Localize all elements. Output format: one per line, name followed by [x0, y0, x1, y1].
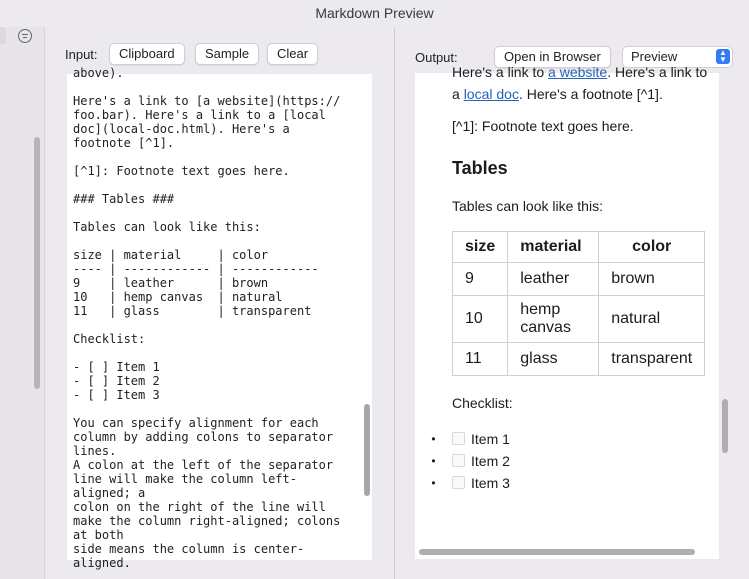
checkbox[interactable]: [452, 454, 465, 467]
sidebar: [0, 27, 45, 579]
checkbox[interactable]: [452, 432, 465, 445]
table-cell: 9: [453, 263, 508, 296]
input-pane: [45, 27, 394, 579]
sample-button[interactable]: Sample: [195, 43, 259, 65]
open-in-browser-button[interactable]: Open in Browser: [494, 46, 611, 68]
editor-scrollbar[interactable]: [364, 404, 370, 496]
output-label: Output:: [415, 50, 458, 65]
bullet-icon: •: [431, 432, 436, 446]
table-cell: brown: [599, 263, 705, 296]
table-header-cell: color: [599, 232, 705, 263]
table-row: [453, 263, 705, 296]
table-header-row: [453, 232, 705, 263]
filter-icon[interactable]: [18, 29, 32, 43]
html-preview[interactable]: [415, 64, 719, 559]
text-segment: Here's a link to: [452, 64, 549, 80]
table-row: [453, 343, 705, 376]
table-header-cell: material: [508, 232, 599, 263]
preview-content: [431, 61, 712, 494]
window-title: Markdown Preview: [315, 5, 434, 21]
table-cell: hemp canvas: [508, 296, 599, 343]
tables-intro: Tables can look like this:: [452, 198, 603, 214]
local-doc-link[interactable]: local doc: [463, 86, 519, 102]
output-pane: [395, 27, 749, 579]
chevron-updown-icon: ▲ ▼: [716, 49, 730, 64]
input-label: Input:: [65, 47, 98, 62]
material-table: [452, 231, 705, 376]
markdown-input-editor[interactable]: [67, 66, 372, 570]
bullet-icon: •: [431, 476, 436, 490]
list-item: [431, 450, 712, 472]
sidebar-search-field[interactable]: [0, 27, 6, 44]
table-cell: 11: [453, 343, 508, 376]
footnote-paragraph: [^1]: Footnote text goes here.: [452, 118, 634, 134]
preview-horizontal-scrollbar[interactable]: [419, 549, 695, 555]
list-item: [431, 428, 712, 450]
link-paragraph: [452, 61, 712, 105]
text-segment: . Here's a link to a: [452, 64, 708, 102]
checklist-label: Checklist:: [452, 395, 513, 411]
sidebar-scrollbar[interactable]: [34, 137, 40, 389]
table-cell: glass: [508, 343, 599, 376]
clear-button[interactable]: Clear: [267, 43, 318, 65]
tables-heading: Tables: [452, 158, 508, 178]
website-link[interactable]: a website: [548, 64, 608, 80]
table-row: [453, 296, 705, 343]
checklist-item-label: Item 3: [471, 475, 510, 491]
checklist-item-label: Item 1: [471, 431, 510, 447]
preview-vertical-scrollbar[interactable]: [722, 399, 728, 453]
markdown-source-text[interactable]: above). Here's a link to [a website](https:// foo.bar). Here's a link to a [local doc](local-doc.html). Here's a footnote [^1]. [^1]: Footnote text goes here. ### Tables ### Tables can look like this: size | material | color ---- | ------------ | ------------ 9 | leather | brown 10 | hemp canvas | natural 11 | glass | transparent Checklist: - [ ] Item 1 - [ ] Item 2 - [ ] Item 3 You can specify alignment for each column by adding colons to separator lines. A colon at the left of the separator line will make the column left- aligned; a colon on the right of the line will make the column right-aligned; colons at both side means the column is center- aligned.: [73, 66, 341, 570]
table-cell: leather: [508, 263, 599, 296]
table-cell: transparent: [599, 343, 705, 376]
preview-mode-value: Preview: [631, 49, 678, 64]
list-item: [431, 472, 712, 494]
checklist-item-label: Item 2: [471, 453, 510, 469]
table-cell: 10: [453, 296, 508, 343]
checklist: [431, 428, 712, 494]
clipboard-button[interactable]: Clipboard: [109, 43, 185, 65]
checkbox[interactable]: [452, 476, 465, 489]
table-header-cell: size: [453, 232, 508, 263]
text-segment: . Here's a footnote [^1].: [518, 86, 663, 102]
bullet-icon: •: [431, 454, 436, 468]
table-cell: natural: [599, 296, 705, 343]
